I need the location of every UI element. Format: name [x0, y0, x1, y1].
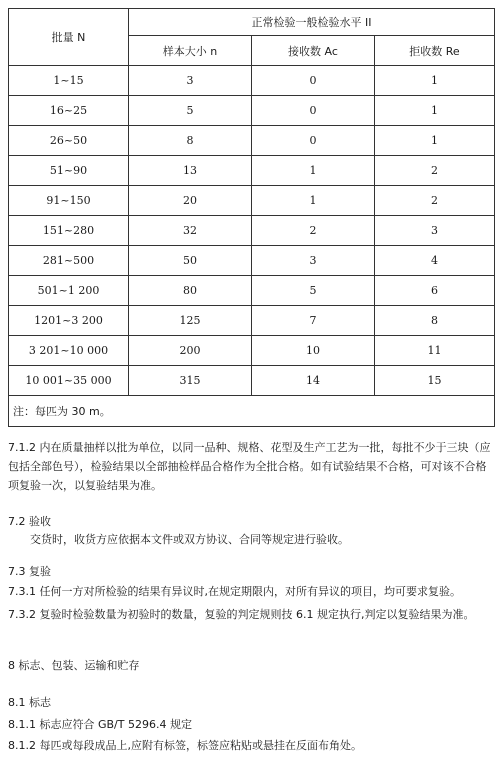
- reject-number-header: 拒收数 Re: [375, 36, 495, 66]
- sample-size-cell: 50: [129, 246, 252, 276]
- sample-size-cell: 200: [129, 336, 252, 366]
- sample-size-cell: 5: [129, 96, 252, 126]
- table-row: [9, 366, 495, 396]
- sample-size-cell: 80: [129, 276, 252, 306]
- accept-cell: 3: [252, 246, 375, 276]
- accept-cell: 0: [252, 126, 375, 156]
- sample-size-cell: 3: [129, 66, 252, 96]
- accept-number-header: 接收数 Ac: [252, 36, 375, 66]
- reject-cell: 2: [375, 186, 495, 216]
- reject-cell: 2: [375, 156, 495, 186]
- accept-cell: 10: [252, 336, 375, 366]
- table-row: [9, 336, 495, 366]
- batch-cell: 91~150: [9, 186, 129, 216]
- sample-size-cell: 315: [129, 366, 252, 396]
- sample-size-cell: 20: [129, 186, 252, 216]
- table-row: [9, 156, 495, 186]
- reject-cell: 3: [375, 216, 495, 246]
- batch-cell: 3 201~10 000: [9, 336, 129, 366]
- batch-cell: 151~280: [9, 216, 129, 246]
- table-row: [9, 276, 495, 306]
- batch-cell: 1~15: [9, 66, 129, 96]
- sample-size-header: 样本大小 n: [129, 36, 252, 66]
- table-row: [9, 66, 495, 96]
- paragraph-7-3-1: 7.3.1 任何一方对所检验的结果有异议时,在规定期限内，对所有异议的项目，均可要求复验。: [8, 585, 461, 598]
- accept-cell: 14: [252, 366, 375, 396]
- reject-cell: 1: [375, 96, 495, 126]
- batch-cell: 501~1 200: [9, 276, 129, 306]
- paragraph-7-2: 交货时，收货方应依据本文件或双方协议、合同等规定进行验收。: [30, 533, 349, 546]
- accept-cell: 5: [252, 276, 375, 306]
- batch-cell: 1201~3 200: [9, 306, 129, 336]
- paragraph-8-1-2: 8.1.2 每匹或每段成品上,应附有标签，标签应粘贴或悬挂在反面布角处。: [8, 739, 362, 752]
- reject-cell: 1: [375, 126, 495, 156]
- accept-cell: 1: [252, 156, 375, 186]
- accept-cell: 0: [252, 96, 375, 126]
- table-header-row: [9, 9, 495, 36]
- table-row: [9, 96, 495, 126]
- sample-size-cell: 8: [129, 126, 252, 156]
- reject-cell: 8: [375, 306, 495, 336]
- accept-cell: 7: [252, 306, 375, 336]
- table-row: [9, 186, 495, 216]
- heading-7-3: 7.3 复验: [8, 565, 51, 578]
- batch-cell: 26~50: [9, 126, 129, 156]
- table-row: [9, 126, 495, 156]
- reject-cell: 15: [375, 366, 495, 396]
- table-row: [9, 306, 495, 336]
- table-note: 注：每匹为 30 m。: [9, 396, 495, 427]
- batch-cell: 51~90: [9, 156, 129, 186]
- sample-size-cell: 13: [129, 156, 252, 186]
- paragraph-7-3-2: 7.3.2 复验时检验数量为初验时的数量，复验的判定规则技 6.1 规定执行,判定以复验结果为准。: [8, 608, 475, 621]
- reject-cell: 6: [375, 276, 495, 306]
- sample-size-cell: 125: [129, 306, 252, 336]
- heading-7-2: 7.2 验收: [8, 515, 51, 528]
- paragraph-8-1-1: 8.1.1 标志应符合 GB/T 5296.4 规定: [8, 718, 192, 731]
- reject-cell: 1: [375, 66, 495, 96]
- accept-cell: 2: [252, 216, 375, 246]
- table-note-row: [9, 396, 495, 427]
- accept-cell: 1: [252, 186, 375, 216]
- accept-cell: 0: [252, 66, 375, 96]
- heading-8-1: 8.1 标志: [8, 696, 51, 709]
- batch-cell: 16~25: [9, 96, 129, 126]
- reject-cell: 11: [375, 336, 495, 366]
- batch-size-header: 批量 N: [9, 9, 129, 66]
- batch-cell: 10 001~35 000: [9, 366, 129, 396]
- reject-cell: 4: [375, 246, 495, 276]
- inspection-level-header: 正常检验一般检验水平 II: [129, 9, 495, 36]
- heading-8: 8 标志、包装、运输和贮存: [8, 659, 140, 672]
- sampling-plan-table: [8, 8, 495, 427]
- batch-cell: 281~500: [9, 246, 129, 276]
- sample-size-cell: 32: [129, 216, 252, 246]
- table-row: [9, 246, 495, 276]
- paragraph-7-1-2: 7.1.2 内在质量抽样以批为单位，以同一品种、规格、花型及生产工艺为一批，每批不少于三块（应包括全部色号），检验结果以全部抽检样品合格作为全批合格。如有试验结果不合格，可对该不合格项复验一次，以复验结果为准。: [8, 441, 491, 492]
- table-row: [9, 216, 495, 246]
